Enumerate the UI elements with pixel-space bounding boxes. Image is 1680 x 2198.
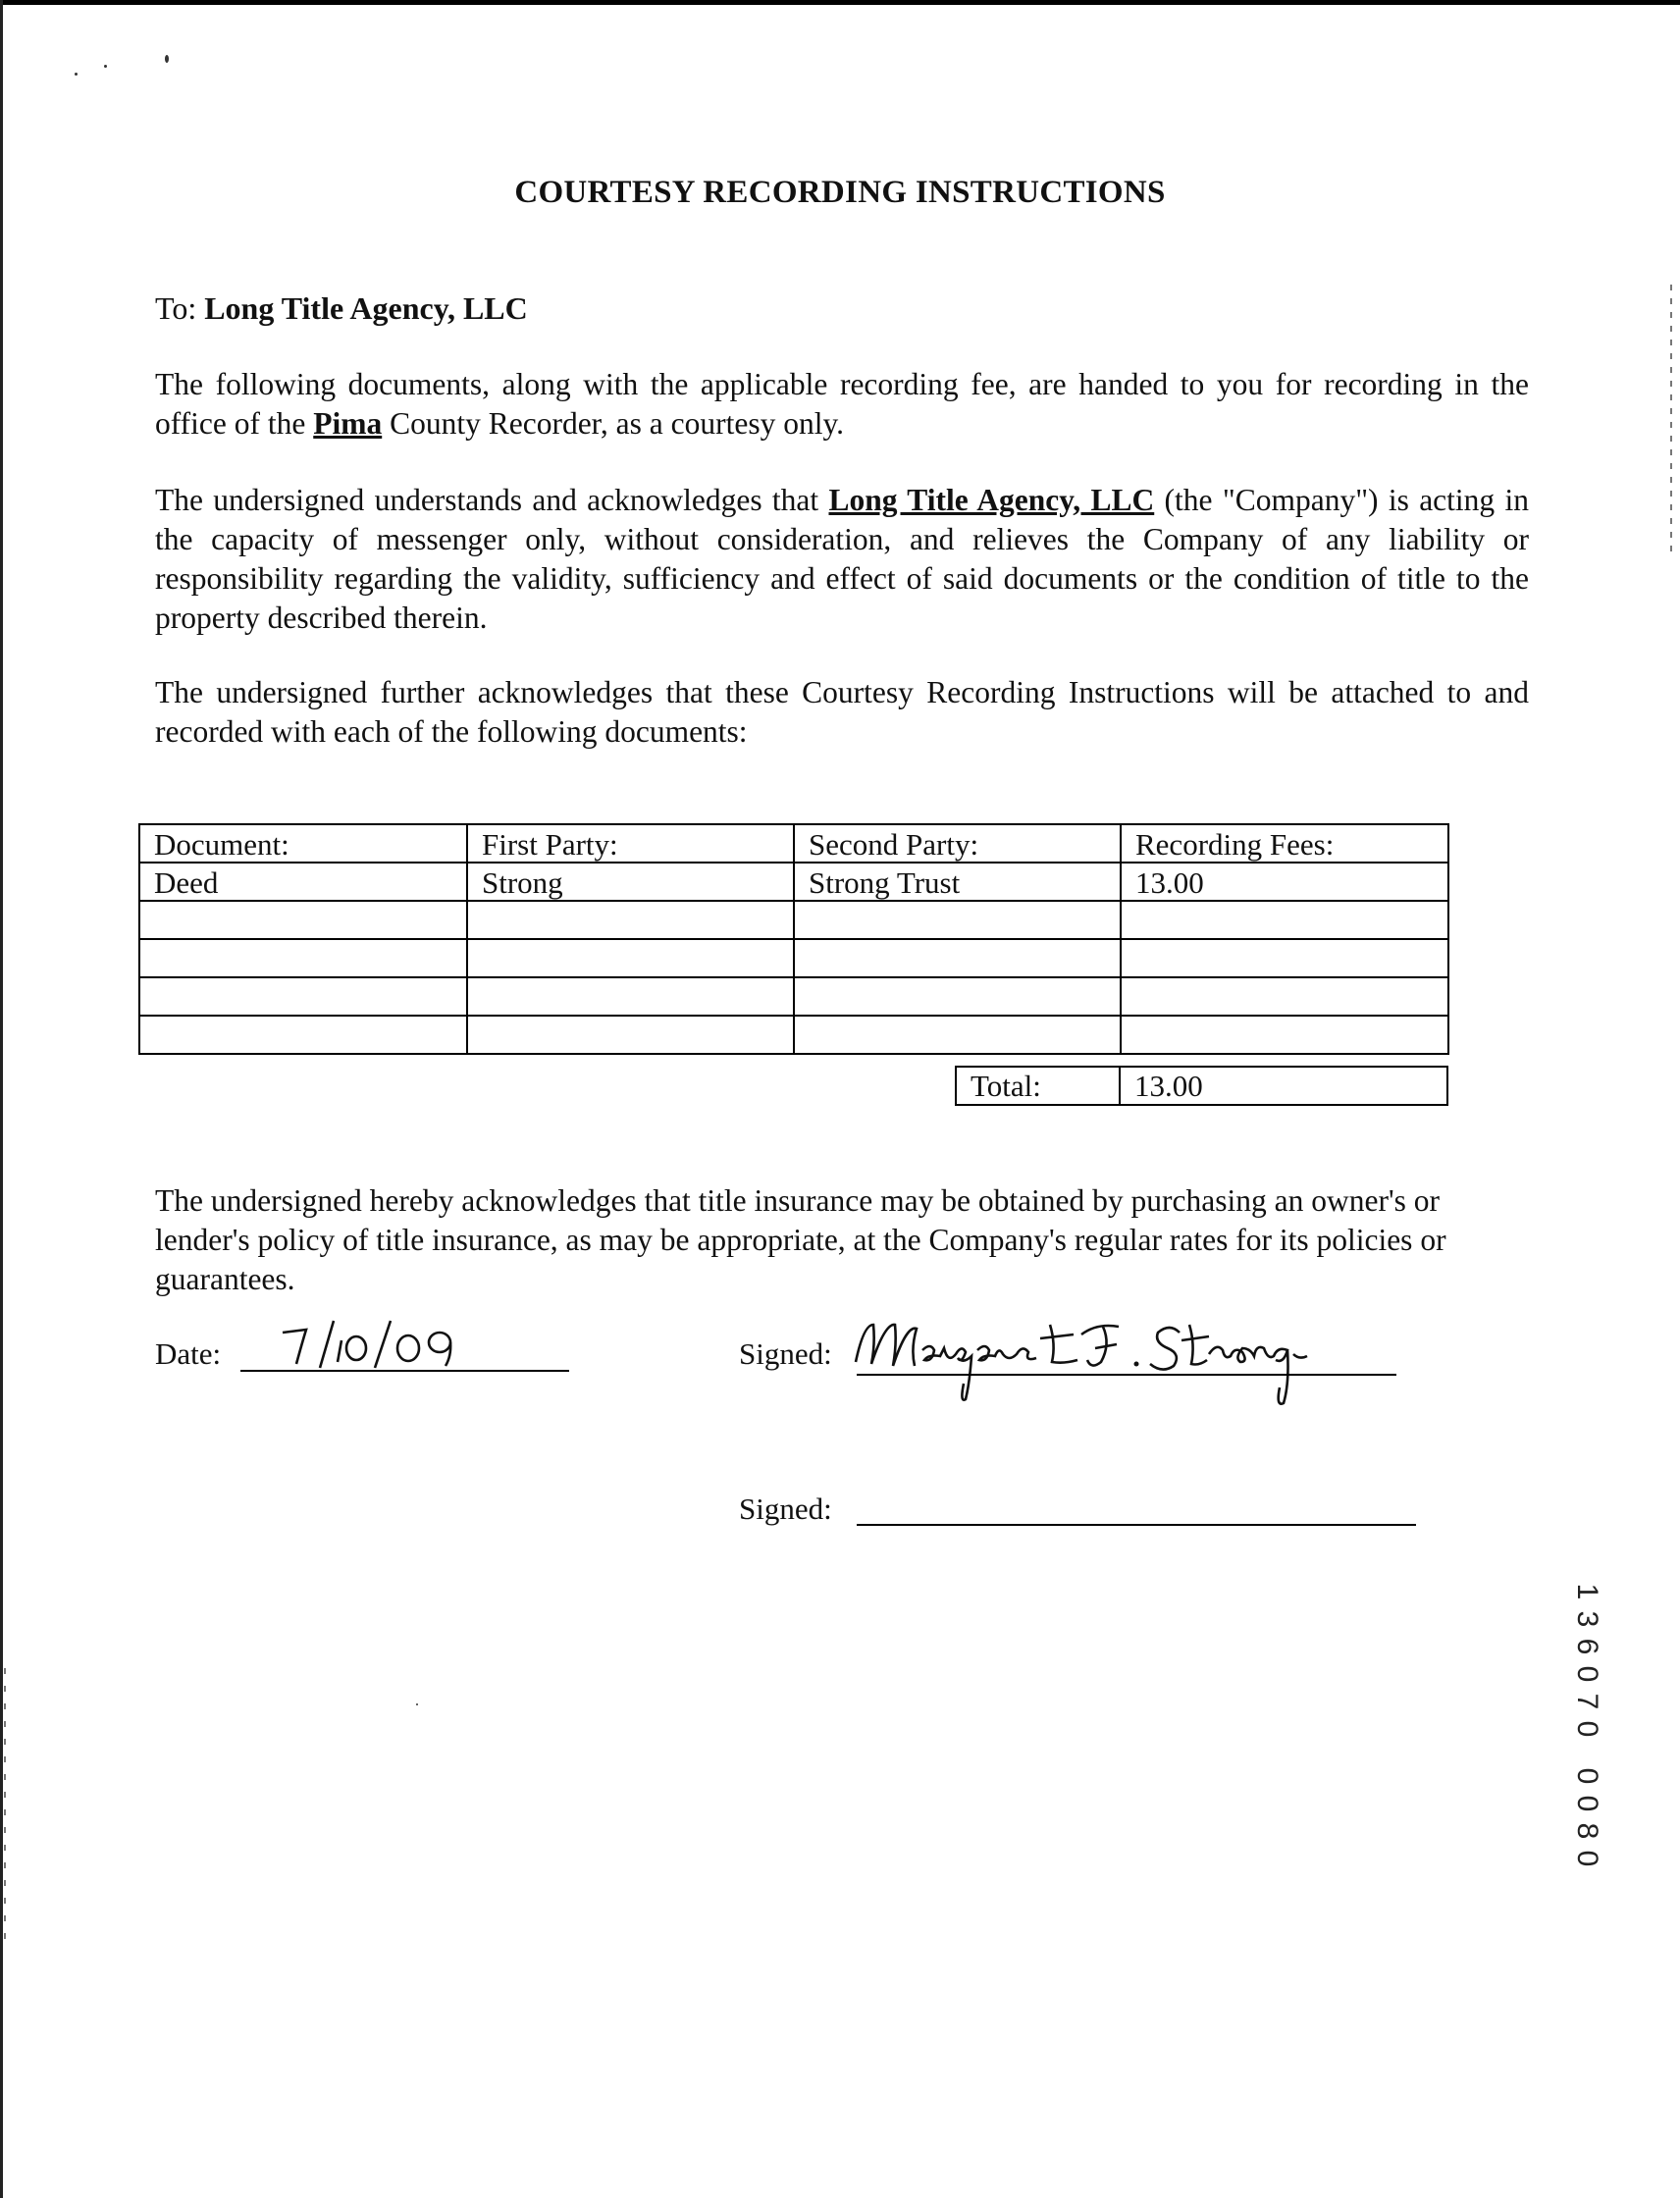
county-name: Pima: [313, 406, 383, 441]
cell-document: [139, 901, 467, 939]
table-row: [139, 1016, 1448, 1054]
total-table: [955, 1066, 1448, 1106]
date-label: Date:: [155, 1336, 222, 1371]
header-second-party: Second Party:: [794, 824, 1121, 863]
total-row: [956, 1067, 1447, 1105]
recording-number-digit: 8: [1571, 1822, 1603, 1840]
total-label: Total:: [956, 1067, 1120, 1105]
signature-1-label: Signed:: [739, 1336, 832, 1371]
handwritten-date: [273, 1313, 499, 1372]
cell-second-party: Strong Trust: [794, 863, 1121, 901]
document-title: COURTESY RECORDING INSTRUCTIONS: [514, 175, 1166, 210]
handwritten-signature: [846, 1305, 1405, 1423]
addressee-line: [155, 290, 528, 327]
paragraph-title-insurance: The undersigned hereby acknowledges that title insurance may be obtained by purchasing an owner's or lender's policy of title insurance, as may be appropriate, at the Company's regular rates for its policies or guarantees.: [155, 1183, 1446, 1296]
scan-edge-marks: [1670, 285, 1672, 559]
header-first-party: First Party:: [467, 824, 794, 863]
header-document: Document:: [139, 824, 467, 863]
documents-table: [138, 823, 1449, 1055]
paragraph-1-text-a: The following documents, along with the applicable recording fee, are handed to you for recording in the office of the: [155, 367, 1529, 441]
recording-number-digit: 0: [1571, 1767, 1603, 1785]
table-row: [139, 863, 1448, 901]
addressee-prefix: To:: [155, 290, 197, 326]
scan-left-border: [0, 0, 3, 2198]
cell-second-party: [794, 939, 1121, 977]
header-recording-fees: Recording Fees:: [1121, 824, 1448, 863]
cell-first-party: [467, 901, 794, 939]
scan-top-border: [0, 0, 1680, 5]
recording-number-digit: 0: [1571, 1850, 1603, 1867]
cell-document: [139, 1016, 467, 1054]
cell-recording-fee: [1121, 901, 1448, 939]
recording-number-digit: 1: [1571, 1583, 1603, 1600]
cell-first-party: Strong: [467, 863, 794, 901]
cell-first-party: [467, 939, 794, 977]
signature-1-line: [857, 1374, 1396, 1376]
cell-second-party: [794, 901, 1121, 939]
paragraph-acknowledgement: [155, 481, 1529, 638]
recording-number-vertical: [1572, 1578, 1601, 1872]
cell-recording-fee: [1121, 1016, 1448, 1054]
table-header-row: [139, 824, 1448, 863]
paragraph-1-text-b: County Recorder, as a courtesy only.: [382, 406, 845, 441]
paragraph-2-text-b: (the "Company") is acting in the capacity of messenger only, without consideration, and relieves the Company of any liability or responsibility regarding the validity, sufficiency and effect of said documents or the condition of title to the property described therein.: [155, 483, 1529, 635]
addressee-name: Long Title Agency, LLC: [204, 290, 528, 326]
signature-2-line: [857, 1524, 1416, 1526]
recording-number-digit: 3: [1571, 1610, 1603, 1628]
recording-number-digit: 7: [1571, 1693, 1603, 1710]
recording-number-digit: 0: [1571, 1665, 1603, 1683]
paragraph-recording-request: [155, 365, 1529, 444]
recording-number-digit: 0: [1571, 1795, 1603, 1812]
cell-document: Deed: [139, 863, 467, 901]
table-row: [139, 939, 1448, 977]
table-row: [139, 901, 1448, 939]
date-underline: [240, 1370, 569, 1372]
cell-document: [139, 939, 467, 977]
company-name: Long Title Agency, LLC: [828, 483, 1155, 517]
cell-recording-fee: 13.00: [1121, 863, 1448, 901]
cell-first-party: [467, 977, 794, 1016]
cell-second-party: [794, 1016, 1121, 1054]
cell-recording-fee: [1121, 939, 1448, 977]
scan-edge-marks-left: [4, 1668, 6, 1943]
total-value: 13.00: [1120, 1067, 1447, 1105]
recording-number-digit: 6: [1571, 1638, 1603, 1655]
table-row: [139, 977, 1448, 1016]
paragraph-attachment: The undersigned further acknowledges that these Courtesy Recording Instructions will be attached to and recorded with each of the following documents:: [155, 675, 1529, 749]
cell-document: [139, 977, 467, 1016]
cell-first-party: [467, 1016, 794, 1054]
paragraph-2-text-a: The undersigned understands and acknowledges that: [155, 483, 829, 517]
cell-second-party: [794, 977, 1121, 1016]
signature-2-label: Signed:: [739, 1492, 832, 1526]
recording-number-digit: 0: [1571, 1720, 1603, 1738]
cell-recording-fee: [1121, 977, 1448, 1016]
